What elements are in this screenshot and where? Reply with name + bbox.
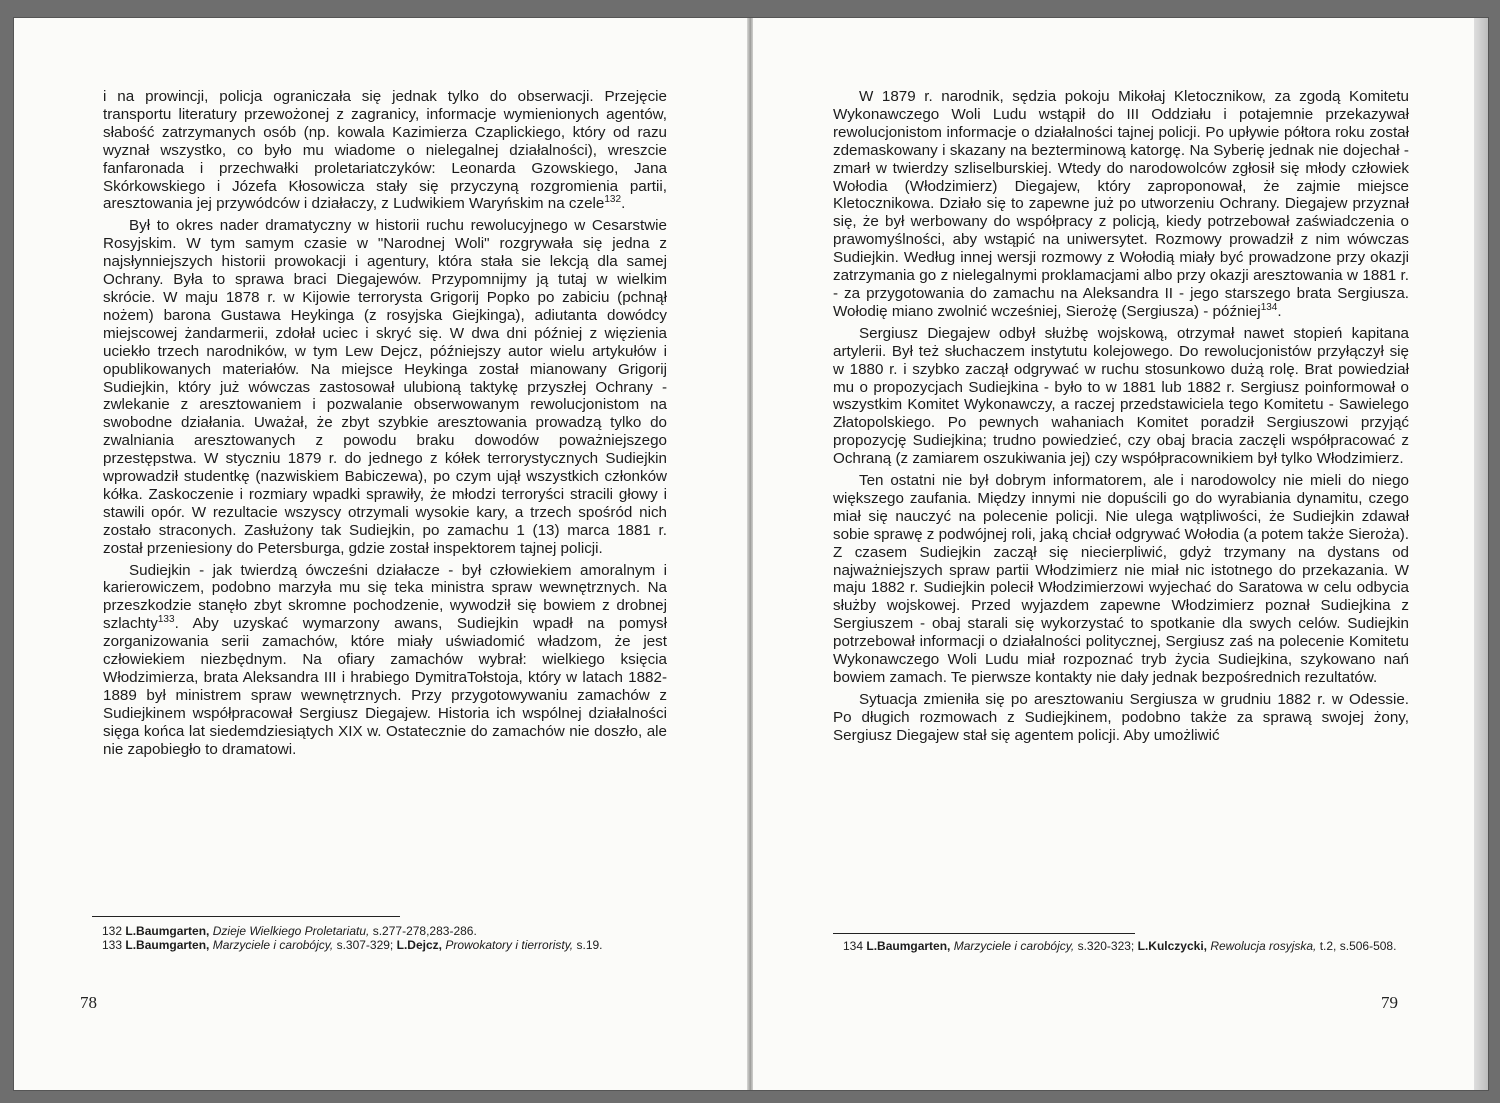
page-number-right: 79 — [1381, 993, 1398, 1012]
footnote-author: L.Baumgarten, — [125, 937, 210, 952]
paragraph: W 1879 r. narodnik, sędzia pokoju Mikołaj Kletocznikow, za zgodą Komitetu Wykonawczego Woli Ludu wstąpił do III Oddziału i potajemnie przekazywał rewolucjonistom informacje o działalności tajnej policji. Po upływie półtora roku został zdemaskowany i skazany na bezterminową katorgę. Na Syberię jednak nie dojechał - zmarł w twierdzy szliselburskiej. Wtedy do narodowolców zgłosił się młody człowiek Wołodia (Włodzimierz) Diegajew, który zaproponował, że zajmie miejsce Kletocznikowa. Działo się to zapewne już po utworzeniu Ochrany. Diegajew przyznał się, że był werbowany do współpracy z policją, kiedy potrzebował zaświadczenia o prawomyślności, aby wstąpić na uniwersytet. Rozmowy prowadził z nim wówczas Sudiejkin. Według innej wersji rozmowy z Wołodią miały być prowadzone przy okazji zatrzymania go z nielegalnymi proklamacjami albo przy okazji aresztowania w 1881 r. - za przygotowania do zamachu na Aleksandra II - jego starszego brata Sergiusza. Wołodię miano zwolnić wcześniej, Sierożę (Sergiusza) - później$^{134}$. — [833, 88, 1409, 320]
left-page-body — [103, 88, 667, 763]
footnote-author: L.Baumgarten, — [866, 939, 951, 953]
paragraph-text: W 1879 r. narodnik, sędzia pokoju Mikołaj Kletocznikow, za zgodą Komitetu Wykonawczego Woli Ludu wstąpił do III Oddziału i potajemnie przekazywał rewolucjonistom informacje o działalności tajnej policji. Po upływie półtora roku został zdemaskowany i skazany na bezterminową katorgę. Na Syberię jednak nie dojechał - zmarł w twierdzy szliselburskiej. Wtedy do narodowolców zgłosił się młody człowiek Wołodia (Włodzimierz) Diegajew, który zaproponował, że zajmie miejsce Kletocznikowa. Działo się to zapewne już po utworzeniu Ochrany. Diegajew przyznał się, że był werbowany do współpracy z policją, kiedy potrzebował zaświadczenia o prawomyślności, aby wstąpić na uniwersytet. Rozmowy prowadził z nim wówczas Sudiejkin. Według innej wersji rozmowy z Wołodią miały być prowadzone przy okazji zatrzymania go z nielegalnymi proklamacjami albo przy okazji aresztowania w 1881 r. - za przygotowania do zamachu na Aleksandra II - jego starszego brata Sergiusza. Wołodię miano zwolnić wcześniej, Sierożę (Sergiusza) - później — [833, 88, 1409, 320]
footnotes — [843, 940, 1408, 954]
footnote-pages: s.19. — [576, 937, 603, 952]
footnotes — [80, 925, 672, 952]
footnote-author: L.Baumgarten, — [125, 924, 210, 938]
footnote-133 — [80, 939, 672, 953]
paragraph-text: . Aby uzyskać wymarzony awans, Sudiejkin wpadł na pomysł zorganizowania serii zamachów, które miały uświadomić władzom, że jest człowiekiem niezbędnym. Na ofiary zamachów wybrał: wielkiego księcia Włodzimierza, brata Aleksandra III i hrabiego DymitraTołstoja, który w latach 1882-1889 był ministrem spraw wewnętrznych. Przy przygotowywaniu zamachów z Sudiejkinem współpracował Sergiusz Diegajew. Historia ich wspólnej działalności sięga końca lat siedemdziesiątych XIX w. Ostatecznie do zamachów nie doszło, ale nie zapobiegło to dramatowi. — [103, 615, 667, 758]
footnote-title: Marzyciele i carobójcy, — [953, 939, 1075, 953]
footnote-pages: t.2, s.506-508. — [1319, 939, 1397, 953]
footnote-author: L.Dejcz, — [396, 937, 442, 952]
footnote-pages: s.320-323; — [1077, 939, 1135, 953]
footnote-ref-133: 133 — [157, 614, 175, 626]
right-page-body — [833, 88, 1409, 749]
footnote-number: 133 — [102, 937, 123, 952]
page-number-left: 78 — [80, 993, 97, 1012]
footnote-title: Dzieje Wielkiego Proletariatu, — [212, 924, 370, 938]
footnote-number: 134 — [843, 939, 864, 953]
paragraph: Był to okres nader dramatyczny w historii ruchu rewolucyjnego w Cesarstwie Rosyjskim. W tym samym czasie w "Narodnej Woli" rozgrywała się jedna z najsłynniejszych historii prowokacji i agentury, która stała sie lekcją dla samej Ochrany. Była to sprawa braci Diegajewów. Przypomnijmy ją tutaj w wielkim skrócie. W maju 1878 r. w Kijowie terrorysta Grigorij Popko po zabiciu (pchnął nożem) barona Gustawa Heykinga (z rosyjska Giejkinga), adiutanta dowódcy miejscowej żandarmerii, zdołał uciec i skryć się. W dwa dni później z więzienia uciekło trzech narodników, w tym Lew Dejcz, późniejszy autor wielu artykułów i opublikowanych materiałów. Na miejsce Heykinga został mianowany Grigorij Sudiejkin, który już wówczas zastosował ulubioną taktykę przyszłej Ochrany - zwlekanie z aresztowaniem i pozwalanie obserwowanym rewolucjonistom na swobodne działania. Uważał, że zbyt szybkie aresztowania prowadzą tylko do zwalniania aresztowanych z powodu braku dowodów poważniejszego przestępstwa. W styczniu 1879 r. do jednego z kółek terrorystycznych Sudiejkin wprowadził studentkę (nazwiskiem Babiczewa), po czym ujął wszystkich członków kółka. Zaskoczenie i rozmiary wpadki sprawiły, że młodzi terroryści stracili głowy i stawili opór. W rezultacie wszyscy otrzymali wysokie kary, a trzech spośród nich zostało straconych. Zasłużony tak Sudiejkin, po zamachu 1 (13) marca 1881 r. został przeniesiony do Petersburga, gdzie został inspektorem tajnej policji. — [103, 217, 667, 557]
footnote-rule — [833, 933, 1135, 934]
paragraph: Sergiusz Diegajew odbył służbę wojskową, otrzymał nawet stopień kapitana artylerii. Był też słuchaczem instytutu kolejowego. Do rewolucjonistów przyłączył się w 1880 r. i szybko zaczął odgrywać w ruchu stosunkowo dużą rolę. Brat powiedział mu o propozycjach Sudiejkina - było to w 1881 lub 1882 r. Sergiusz poinformował o wszystkim Komitet Wykonawczy, a raczej przedstawiciela tego Komitetu - Sawielego Złatopolskiego. Po pewnych wahaniach Komitet poradził Sergiuszowi przyjąć propozycję Sudiejkina; trudno powiedzieć, czy obaj bracia zaczęli współpracować z Ochraną (z zamiarem oszukiwania jej) czy współpracownikiem był tylko Włodzimierz. — [833, 324, 1409, 468]
paragraph: Ten ostatni nie był dobrym informatorem, ale i narodowolcy nie mieli do niego większego zaufania. Między innymi nie dopuścili go do wyrabiania dynamitu, czego miał się nauczyć na polecenie policji. Nie ulega wątpliwości, że Sudiejkin zdawał sobie sprawę z podwójnej roli, jaką chciał odgrywać Wołodia (a potem także Sieroża). Z czasem Sudiejkin zaczął się niecierpliwić, gdyż trzymany na dystans od najważniejszych spraw partii Włodzimierz nie miał nic istotnego do przekazania. W maju 1882 r. Sudiejkin polecił Włodzimierzowi wyjechać do Saratowa w celu odbycia służby wojskowej. Przed wyjazdem zapewne Włodzimierz poznał Sudiejkina z Sergiuszem - obaj starali się wykorzystać to spotkanie dla swych celów. Sudiejkin potrzebował informacji o działalności politycznej, Sergiusz zaś na polecenie Komitetu Wykonawczego Woli Ludu miał rozpoznać tryb życia Sudiejkina, szykowano nań bowiem zamach. Te pierwsze kontakty nie dały jednak bezpośrednich rezultatów. — [833, 472, 1409, 686]
footnote-ref-132: 132 — [604, 194, 622, 206]
footnote-title: Rewolucja rosyjska, — [1210, 939, 1317, 953]
paragraph: Sytuacja zmieniła się po aresztowaniu Sergiusza w grudniu 1882 r. w Odessie. Po długich rozmowach z Sudiejkinem, podobno także za sprawą swojej żony, Sergiusz Diegajew stał się agentem policji. Aby umożliwić — [833, 690, 1409, 744]
paragraph — [103, 562, 667, 759]
footnote-132 — [80, 925, 672, 939]
footnote-title: Prowokatory i tierroristy, — [445, 937, 574, 952]
paragraph-text: Sudiejkin - jak twierdzą ówcześni działacze - był człowiekiem amoralnym i karierowiczem, podobno marzyła mu się teka ministra spraw wewnętrznych. Na przeszkodzie stanęło zbyt skromne pochodzenie, wywodził się bowiem z drobnej szlachty — [103, 561, 667, 633]
footnote-pages: s.307-329; — [336, 937, 394, 952]
paragraph-text: i na prowincji, policja ograniczała się jednak tylko do obserwacji. Przejęcie transportu literatury przewożonej z zagranicy, informacje wymienionych agentów, słabość zatrzymanych osób (np. kowala Kazimierza Czaplickiego, który od razu wyznał wszystko, co było mu wiadome o nielegalnej działalności), wreszcie fanfaronada i przechwałki proletariatczyków: Leonarda Gzowskiego, Jana Skórkowskiego i Józefa Kłosowicza stały się przyczyną rozgromienia partii, aresztowania jej przywódców i działaczy, z Ludwikiem Waryńskim na czele — [103, 88, 667, 213]
right-page — [753, 18, 1488, 1090]
footnote-ref-134: 134 — [1260, 301, 1278, 313]
paragraph: i na prowincji, policja ograniczała się jednak tylko do obserwacji. Przejęcie transportu literatury przewożonej z zagranicy, informacje wymienionych agentów, słabość zatrzymanych osób (np. kowala Kazimierza Czaplickiego, który od razu wyznał wszystko, co było mu wiadome o nielegalnej działalności), wreszcie fanfaronada i przechwałki proletariatczyków: Leonarda Gzowskiego, Jana Skórkowskiego i Józefa Kłosowicza stały się przyczyną rozgromienia partii, aresztowania jej przywódców i działaczy, z Ludwikiem Waryńskim na czele$^{132}$. — [103, 88, 667, 213]
footnote-number: 132 — [102, 924, 123, 938]
book-spread — [14, 18, 1488, 1090]
footnote-134 — [843, 940, 1408, 954]
footnote-rule — [92, 916, 400, 917]
footnote-author: L.Kulczycki, — [1137, 939, 1207, 953]
footnote-title: Marzyciele i carobójcy, — [212, 937, 334, 952]
footnote-pages: s.277-278,283-286. — [372, 924, 477, 938]
left-page — [14, 18, 749, 1090]
page-edge — [1474, 18, 1488, 1090]
